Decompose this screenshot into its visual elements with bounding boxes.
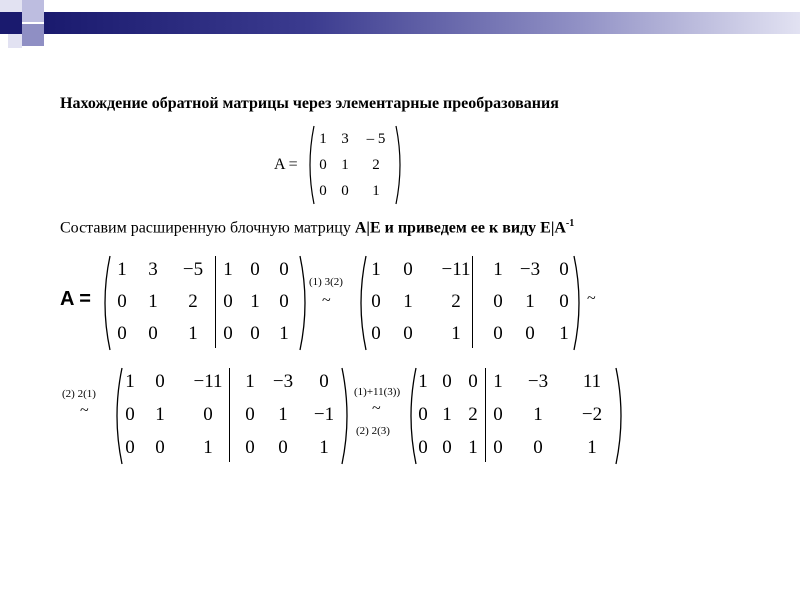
block2-cell: 0 [371, 323, 381, 344]
block1-cell: 1 [279, 323, 289, 344]
block2-cell: 0 [371, 291, 381, 312]
block3-cell: 0 [245, 436, 255, 458]
block2-cell: 0 [559, 291, 569, 312]
slide-heading: Нахождение обратной матрицы через элементарные преобразования [60, 95, 559, 112]
sentence-text: Составим расширенную блочную матрицу [60, 219, 355, 237]
block2-cell: 1 [493, 259, 503, 280]
block2-cell: −3 [519, 259, 541, 280]
block1-cell: 0 [279, 291, 289, 312]
block4-cell: 1 [493, 371, 503, 393]
block4-cell: 0 [468, 371, 478, 393]
block1-cell: 0 [117, 323, 127, 344]
block4-cell: 0 [533, 436, 543, 458]
block4-cell: −2 [581, 403, 603, 425]
block2-cell: 0 [403, 259, 413, 280]
matrix-a-cell: 2 [372, 156, 380, 173]
block2-cell: 2 [451, 291, 461, 312]
step1-tilde: ~ [322, 292, 331, 309]
matrix-a-cell: 0 [319, 156, 327, 173]
block3-cell: 0 [155, 371, 165, 393]
block4-right-paren [614, 366, 628, 466]
matrix-a [312, 126, 396, 204]
block1-cell: 0 [148, 323, 158, 344]
block1-cell: 0 [250, 259, 260, 280]
block2-divider [472, 256, 473, 348]
block4-cell: 0 [418, 436, 428, 458]
block1-cell: 2 [188, 291, 198, 312]
matrix-a-cell: 0 [341, 182, 349, 199]
matrix-a-cell: 0 [319, 182, 327, 199]
sentence-bold: A|E и приведем ее к виду E|A [354, 219, 566, 237]
block3-cell: −1 [313, 403, 335, 425]
step3-operation-bottom: (2) 2(3) [356, 425, 390, 437]
block3-cell: 1 [278, 403, 288, 425]
block4-cell: 0 [442, 371, 452, 393]
step2-operation: (2) 2(1) [62, 388, 96, 400]
block1-matrix [108, 254, 298, 350]
block4-cell: −3 [527, 371, 549, 393]
block3-cell: 0 [278, 436, 288, 458]
block3-cell: 1 [319, 436, 329, 458]
block3-cell: 0 [245, 403, 255, 425]
block3-cell: 1 [203, 436, 213, 458]
block2-cell: 1 [559, 323, 569, 344]
block3-cell: 0 [155, 436, 165, 458]
block3-right-paren [340, 366, 354, 466]
block3-cell: 0 [319, 371, 329, 393]
block4-cell: 0 [418, 403, 428, 425]
block1-divider [215, 256, 216, 348]
block1-cell: −5 [182, 259, 204, 280]
matrix-a-cell: 1 [319, 130, 327, 147]
block2-cell: 0 [493, 291, 503, 312]
block2-cell: −11 [441, 259, 471, 280]
step2-tilde: ~ [80, 402, 89, 419]
matrix-a-label: A = [274, 156, 298, 173]
step3-operation-top: (1)+11(3)) [354, 386, 401, 398]
block3-cell: −11 [193, 371, 223, 393]
block1-cell: 0 [279, 259, 289, 280]
matrix-a-cell: 3 [341, 130, 349, 147]
block2-cell: 0 [525, 323, 535, 344]
block2-cell: 1 [403, 291, 413, 312]
block2-cell: 0 [493, 323, 503, 344]
block2-cell: 1 [371, 259, 381, 280]
block4-matrix [412, 366, 618, 464]
block1-cell: 1 [148, 291, 158, 312]
step3-tilde: ~ [372, 400, 381, 417]
matrix-a-right-paren [394, 124, 406, 206]
block1-cell: 0 [223, 291, 233, 312]
block3-cell: 0 [203, 403, 213, 425]
block1-cell: 0 [223, 323, 233, 344]
block4-cell: 2 [468, 403, 478, 425]
block4-cell: 1 [442, 403, 452, 425]
matrix-a-cell: 1 [341, 156, 349, 173]
block1-cell: 3 [148, 259, 158, 280]
decor-square-2 [22, 0, 44, 22]
block2-matrix [362, 254, 578, 350]
block3-cell: 0 [125, 436, 135, 458]
block4-divider [485, 368, 486, 462]
block3-matrix [118, 366, 344, 464]
block4-cell: 1 [468, 436, 478, 458]
block2-cell: 0 [559, 259, 569, 280]
block1-cell: 1 [117, 259, 127, 280]
block4-cell: 0 [493, 436, 503, 458]
decor-square-3 [0, 12, 22, 34]
block3-cell: 0 [125, 403, 135, 425]
step1-operation: (1) 3(2) [309, 276, 343, 288]
trailing-tilde: ~ [587, 290, 596, 307]
block1-cell: 0 [250, 323, 260, 344]
block1-label: A = [60, 288, 91, 310]
sentence-superscript: -1 [565, 218, 575, 229]
block2-cell: 1 [451, 323, 461, 344]
block2-cell: 1 [525, 291, 535, 312]
block1-cell: 1 [223, 259, 233, 280]
block4-cell: 0 [442, 436, 452, 458]
block1-right-paren [298, 254, 312, 352]
block1-cell: 1 [188, 323, 198, 344]
instruction-sentence [60, 218, 574, 237]
matrix-a-cell: 1 [372, 182, 380, 199]
block3-cell: 1 [155, 403, 165, 425]
matrix-a-cell: – 5 [366, 130, 386, 147]
decor-square-4 [22, 24, 44, 46]
block4-cell: 1 [587, 436, 597, 458]
block1-cell: 0 [117, 291, 127, 312]
block3-cell: 1 [125, 371, 135, 393]
title-bar-decoration [44, 12, 800, 34]
block4-cell: 0 [493, 403, 503, 425]
block3-divider [229, 368, 230, 462]
block2-right-paren [572, 254, 586, 352]
block4-cell: 1 [418, 371, 428, 393]
block2-cell: 0 [403, 323, 413, 344]
block3-cell: −3 [272, 371, 294, 393]
block4-cell: 1 [533, 403, 543, 425]
block1-cell: 1 [250, 291, 260, 312]
block4-cell: 11 [582, 371, 602, 393]
decor-square-5 [8, 34, 22, 48]
block3-cell: 1 [245, 371, 255, 393]
